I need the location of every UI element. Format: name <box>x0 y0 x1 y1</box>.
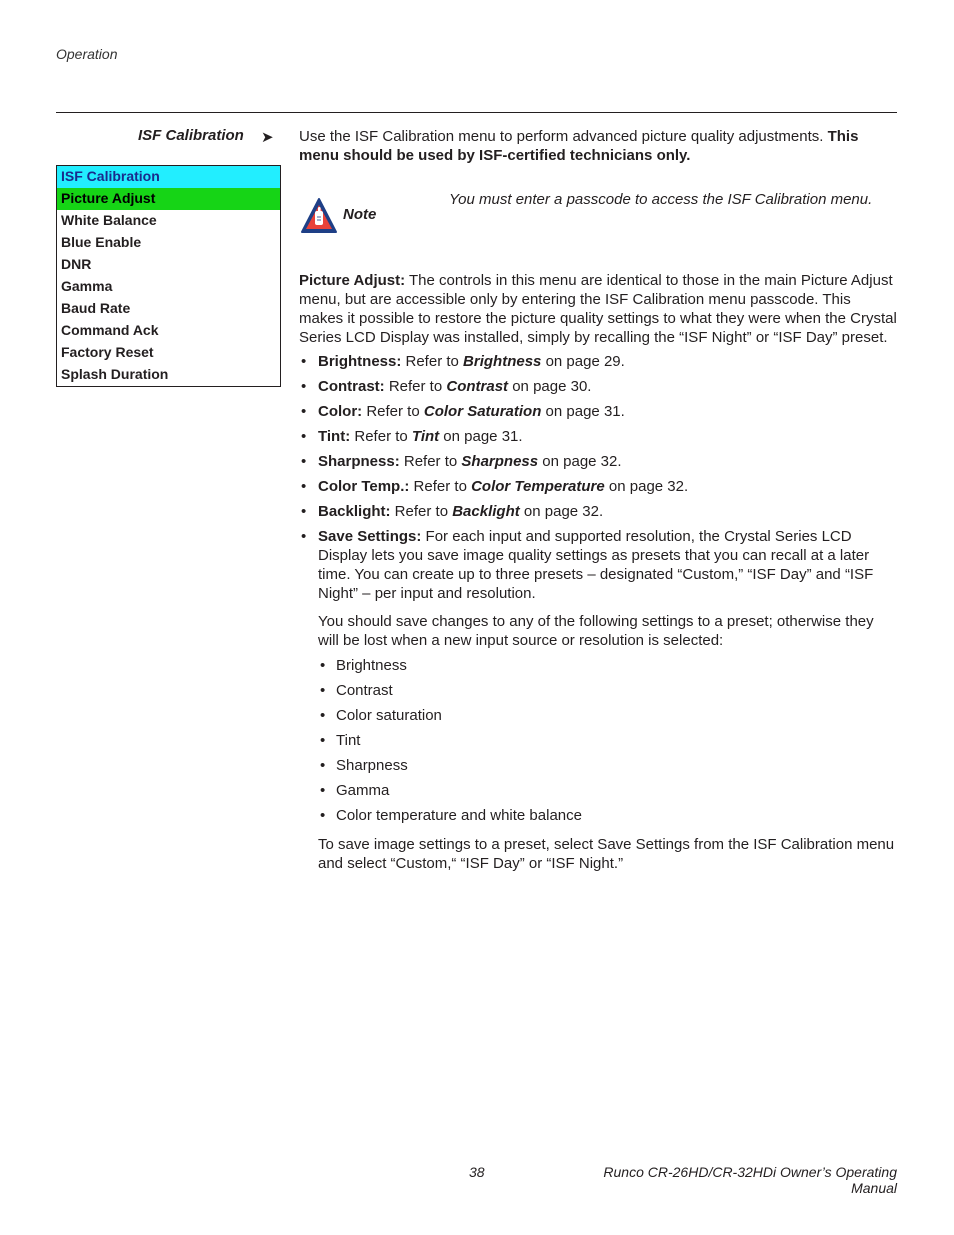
list-item: • Sharpness <box>318 756 582 781</box>
list-item: • Contrast <box>318 681 582 706</box>
page-reference: on page 31. <box>541 403 625 420</box>
intro-paragraph <box>299 127 889 165</box>
list-item: • Color temperature and white balance <box>318 806 582 831</box>
list-item: • Brightness <box>318 656 582 681</box>
item-text: For each input and supported resolution, the Crystal Series LCD Display lets you save image quality settings as presets that you can recall at a later time. You can create up to three presets – designated “Custom,” “ISF Day” and “ISF Night” – per input and resolution. <box>318 528 874 602</box>
menu-item-dnr[interactable]: DNR <box>61 256 92 272</box>
item-lead: Brightness: <box>318 353 402 370</box>
isf-calibration-menu <box>56 165 281 387</box>
menu-title: ISF Calibration <box>57 166 280 188</box>
picture-adjust-controls-list <box>299 352 897 609</box>
item-text: Refer to <box>390 503 453 520</box>
page-reference: on page 31. <box>439 428 523 445</box>
header-rule <box>56 112 897 113</box>
item-lead: Sharpness: <box>318 453 400 470</box>
picture-adjust-paragraph <box>299 271 897 347</box>
cross-reference: Contrast <box>446 378 509 395</box>
intro-text: Use the ISF Calibration menu to perform advanced picture quality adjustments. <box>299 128 828 145</box>
list-item: • Gamma <box>318 781 582 806</box>
cross-reference: Backlight <box>452 503 520 520</box>
preset-settings-list <box>318 656 582 831</box>
picture-adjust-lead: Picture Adjust: <box>299 272 406 289</box>
arrow-icon: ➤ <box>261 129 274 146</box>
item-text: Refer to <box>409 478 472 495</box>
cross-reference: Brightness <box>463 353 542 370</box>
cross-reference: Color Temperature <box>471 478 605 495</box>
list-item: • Color saturation <box>318 706 582 731</box>
cross-reference: Sharpness <box>461 453 539 470</box>
picture-adjust-text: The controls in this menu are identical to those in the main Picture Adjust menu, but are accessible only by entering the ISF Calibration menu passcode. This makes it possible to restore the picture quality settings to what they were when the Crystal Series LCD Display was installed, simply by recalling the “ISF Night” or “ISF Day” preset. <box>299 272 897 346</box>
menu-item-command-ack[interactable]: Command Ack <box>61 322 159 338</box>
item-text: Refer to <box>399 453 462 470</box>
running-header: Operation <box>56 46 118 62</box>
menu-item-factory-reset[interactable]: Factory Reset <box>61 344 154 360</box>
item-lead: Backlight: <box>318 503 391 520</box>
item-text: Refer to <box>350 428 412 445</box>
menu-item-splash-duration[interactable]: Splash Duration <box>61 366 169 382</box>
page-reference: on page 32. <box>519 503 604 520</box>
menu-item-white-balance[interactable]: White Balance <box>61 212 157 228</box>
item-lead: Contrast: <box>318 378 385 395</box>
note-text: You must enter a passcode to access the ISF Calibration menu. <box>449 191 873 208</box>
list-item <box>299 452 897 471</box>
menu-item-picture-adjust[interactable]: Picture Adjust <box>57 188 280 210</box>
list-item <box>299 352 897 371</box>
list-item: • Tint <box>318 731 582 756</box>
page-reference: on page 30. <box>508 378 592 395</box>
cross-reference: Color Saturation <box>423 403 542 420</box>
item-lead: Color: <box>318 403 363 420</box>
list-item <box>299 427 897 446</box>
save-settings-instructions: To save image settings to a preset, select Save Settings from the ISF Calibration menu and select “Custom,“ “ISF Day” or “ISF Night.” <box>318 836 895 872</box>
intro-warning: This menu should be used by ISF-certified technicians only. <box>299 128 859 164</box>
list-item <box>299 477 897 496</box>
item-lead: Color Temp.: <box>318 478 410 495</box>
menu-item-blue-enable[interactable]: Blue Enable <box>61 234 142 250</box>
note-label: Note <box>343 206 377 223</box>
manual-title: Runco CR-26HD/CR-32HDi Owner’s Operating Manual <box>603 1164 897 1196</box>
menu-item-baud-rate[interactable]: Baud Rate <box>61 300 131 316</box>
cross-reference: Tint <box>411 428 440 445</box>
page-number: 38 <box>469 1164 485 1180</box>
list-item <box>299 377 897 396</box>
item-lead: Save Settings: <box>318 528 422 545</box>
page-reference: on page 32. <box>604 478 689 495</box>
page-reference: on page 32. <box>538 453 622 470</box>
item-text: Refer to <box>384 378 447 395</box>
list-item <box>299 402 897 421</box>
item-lead: Tint: <box>318 428 351 445</box>
pointing-hand-note-icon <box>300 197 338 235</box>
save-settings-note: You should save changes to any of the following settings to a preset; otherwise they will be lost when a new input source or resolution is selected: <box>318 613 874 649</box>
item-text: Refer to <box>401 353 464 370</box>
section-title: ISF Calibration <box>138 127 244 144</box>
item-text: Refer to <box>362 403 424 420</box>
menu-item-gamma[interactable]: Gamma <box>61 278 113 294</box>
list-item <box>299 502 897 521</box>
page-reference: on page 29. <box>541 353 625 370</box>
list-item-save-settings <box>299 527 897 603</box>
